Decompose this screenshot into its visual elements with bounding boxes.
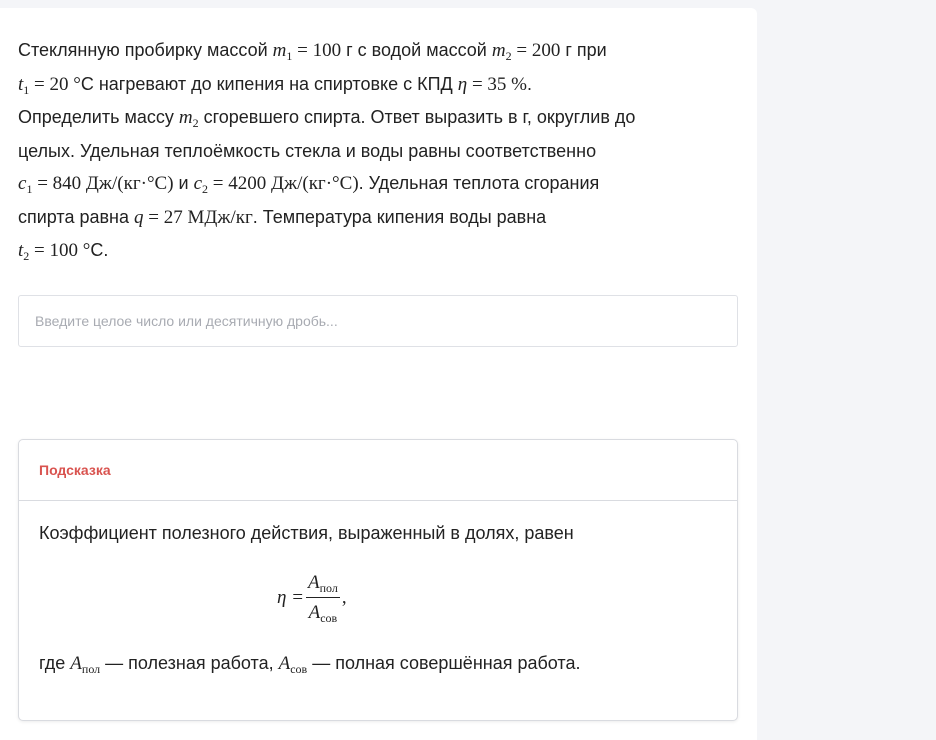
formula-comma: ,	[341, 586, 347, 608]
problem-text	[18, 34, 718, 268]
problem-line-1: Стеклянную пробирку массой $m_1 = 100$ г с водой массой $m_2 = 200$ г при	[18, 40, 607, 63]
efficiency-formula	[277, 571, 347, 624]
formula-fraction	[306, 571, 340, 624]
hint-panel	[18, 439, 738, 721]
problem-line-6: спирта равна q = 27 МДж/кг. Температура кипения воды равна	[18, 206, 547, 228]
problem-line-3: Определить массу $m_2$ сгоревшего спирта. Ответ выразить в г, округлив до	[18, 107, 636, 130]
hint-text-explanation: где $A_{пол}$ — полезная работа, $A_{сов}$ — полная совершённая работа.	[39, 653, 581, 676]
formula-denominator: $A_{сов}$	[308, 602, 338, 625]
problem-line-5: $c_1 = 840$ Дж/(кг·°С) и $c_2 = 4200$ Дж/(кг·°С). Удельная теплота сгорания	[18, 173, 600, 196]
formula-lhs: η =	[277, 586, 304, 608]
formula-numerator: $A_{пол}$	[306, 571, 340, 598]
task-card	[0, 8, 757, 740]
problem-line-7: $t_2 = 100$ °C.	[18, 240, 109, 263]
problem-line-2: $t_1 = 20$ °C нагревают до кипения на спиртовке с КПД η = 35 %.	[18, 73, 533, 97]
answer-input[interactable]	[18, 295, 738, 347]
problem-line-4: целых. Удельная теплоёмкость стекла и воды равны соответственно	[18, 140, 597, 161]
hint-title: Подсказка	[39, 462, 111, 478]
hint-text-intro: Коэффициент полезного действия, выраженный в долях, равен	[39, 523, 574, 543]
hint-header[interactable]	[19, 440, 737, 501]
